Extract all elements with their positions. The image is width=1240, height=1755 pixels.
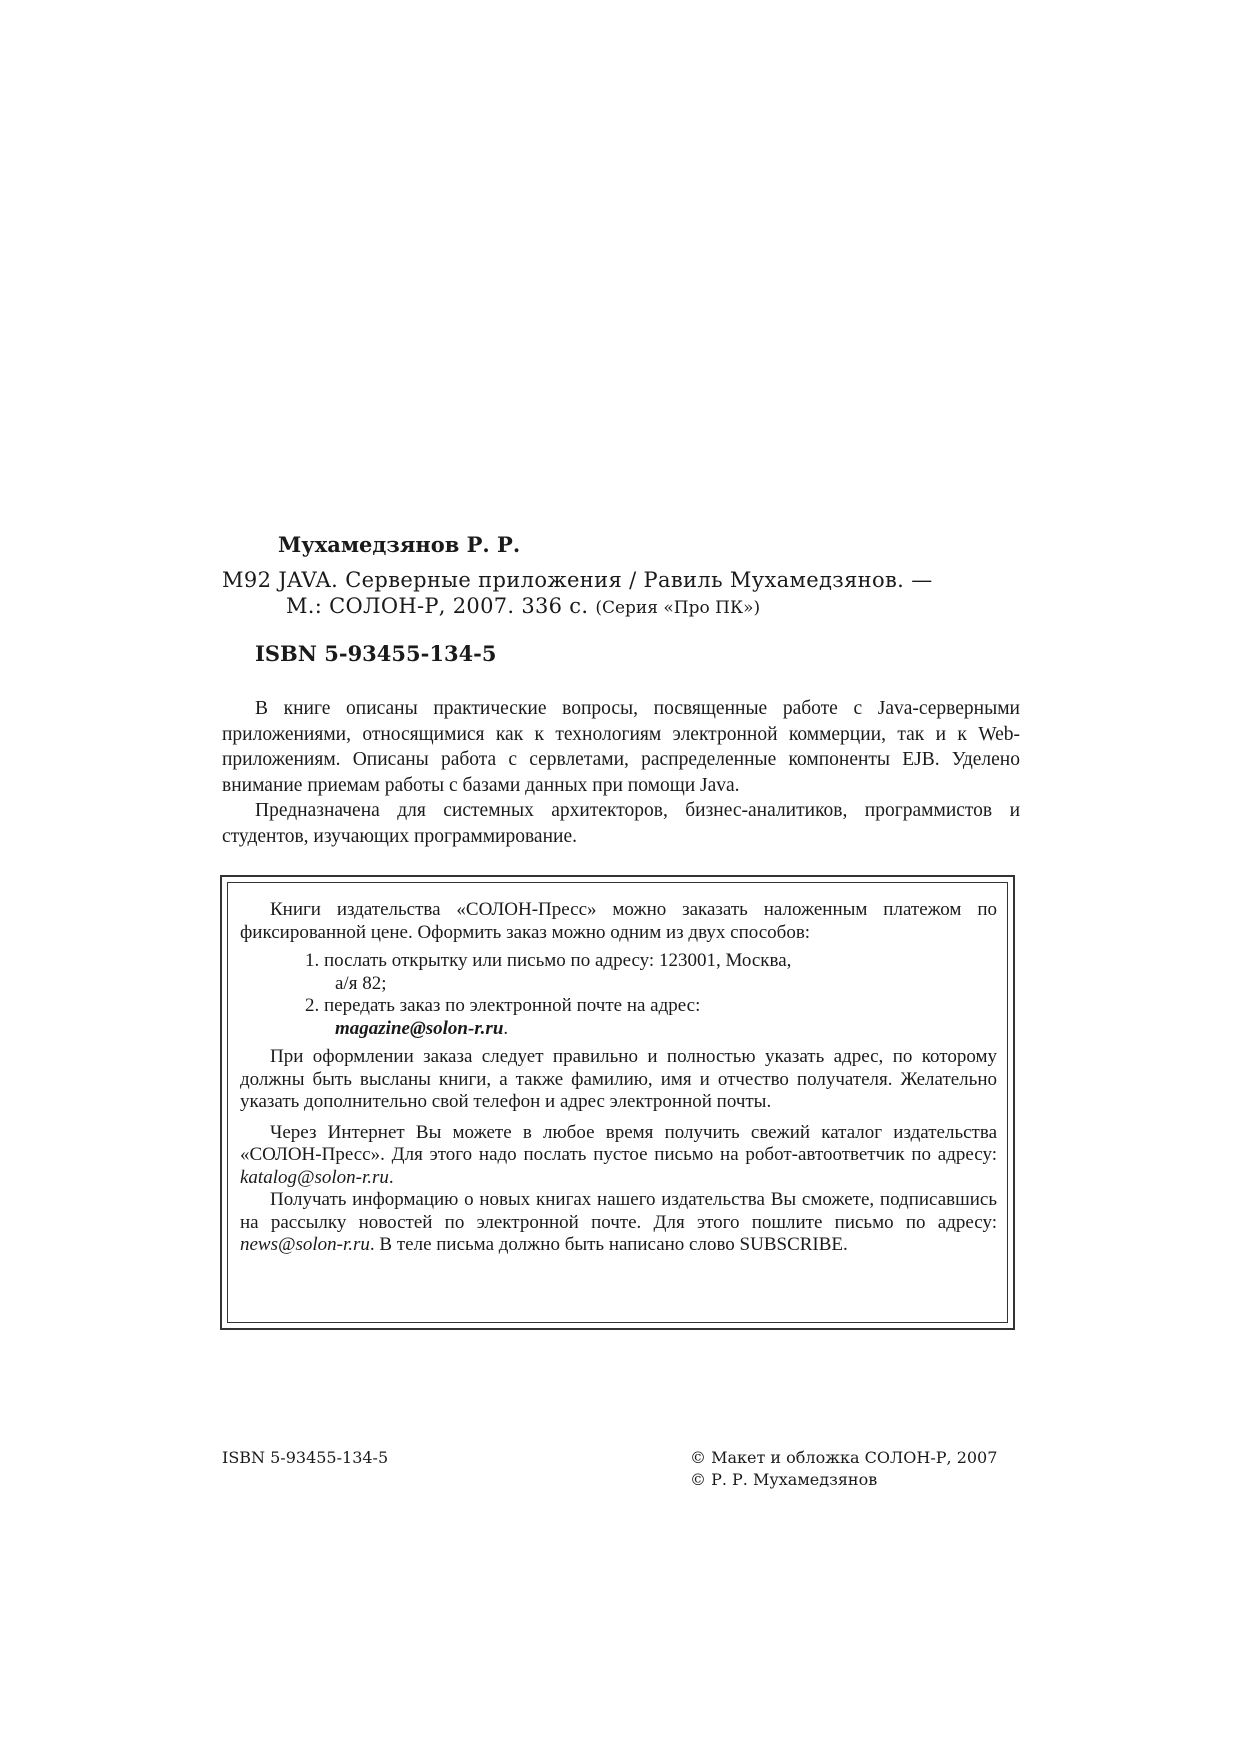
order-email-link[interactable]: magazine@solon-r.ru [335, 1017, 504, 1039]
annotation-paragraph-2: Предназначена для системных архитекторов, бизнес-аналитиков, программистов и студентов, изучающих программирование. [222, 800, 1020, 847]
copyright-author: © Р. Р. Мухамедзянов [690, 1470, 878, 1489]
catalog-index: М92 [222, 568, 272, 592]
publisher-line: М.: СОЛОН-Р, 2007. 336 с. [286, 594, 589, 618]
bibliographic-line-1 [222, 568, 933, 592]
news-paragraph: Получать информацию о новых книгах нашего издательства Вы сможете, подписавшись на рассылку новостей по электронной почте. Для этого пошлите письмо по адресу: news@solon-r.ru. В теле письма должно быть написано слово SUBSCRIBE. [240, 1189, 997, 1255]
author-heading: Мухамедзянов Р. Р. [278, 532, 521, 557]
news-email-link[interactable]: news@solon-r.ru [240, 1234, 370, 1255]
catalog-text: Через Интернет Вы можете в любое время получить свежий каталог издательства «СОЛОН-Пресс». Для этого надо послать пустое письмо на робот-автоответчик по адресу: [240, 1121, 997, 1165]
catalog-email-link[interactable]: katalog@solon-r.ru [240, 1166, 389, 1188]
series-name: (Серия «Про ПК») [595, 598, 761, 618]
bibliographic-line-2 [286, 594, 760, 618]
catalog-paragraph: Через Интернет Вы можете в любое время получить свежий каталог издательства «СОЛОН-Пресс». Для этого надо послать пустое письмо на робот-автоответчик по адресу: katalog@solon-r.ru. [240, 1121, 997, 1188]
order-method-1-text: 1. послать открытку или письмо по адресу: 123001, Москва, [305, 950, 792, 971]
order-method-2: 2. передать заказ по электронной почте на адрес: magazine@solon-r.ru. [305, 995, 997, 1040]
order-method-1 [305, 950, 997, 995]
news-text-1: Получать информацию о новых книгах нашего издательства Вы сможете, подписавшись на рассылку новостей по электронной почте. Для этого пошлите письмо по адресу: [240, 1189, 997, 1233]
annotation [222, 696, 1020, 849]
isbn-main: ISBN 5-93455-134-5 [255, 641, 497, 666]
book-title-line: JAVA. Серверные приложения / Равиль Мухамедзянов. — [278, 568, 933, 592]
order-note: При оформлении заказа следует правильно и полностью указать адрес, по которому должны быть высланы книги, а также фамилию, имя и отчество получателя. Желательно указать дополнительно свой телефон и адрес электронной почты. [240, 1046, 997, 1112]
order-method-1-address: а/я 82; [335, 972, 387, 994]
news-text-2: В теле письма должно быть написано слово SUBSCRIBE. [379, 1234, 848, 1255]
order-methods-list [305, 950, 997, 1040]
order-intro: Книги издательства «СОЛОН-Пресс» можно заказать наложенным платежом по фиксированной цене. Оформить заказ можно одним из двух способов: [240, 899, 997, 943]
order-info-content [240, 899, 997, 1257]
annotation-paragraph-1: В книге описаны практические вопросы, посвященные работе с Java-серверными приложениями, относящимися как к технологиям электронной коммерции, так и к Web-приложениям. Описаны работа с сервлетами, распределенные компоненты EJB. Уделено внимание приемам работы с базами данных при помощи Java. [222, 698, 1020, 796]
order-method-2-text: 2. передать заказ по электронной почте на адрес: [305, 995, 701, 1016]
copyright-publisher: © Макет и обложка СОЛОН-Р, 2007 [690, 1448, 998, 1467]
footer-isbn: ISBN 5-93455-134-5 [222, 1448, 389, 1467]
